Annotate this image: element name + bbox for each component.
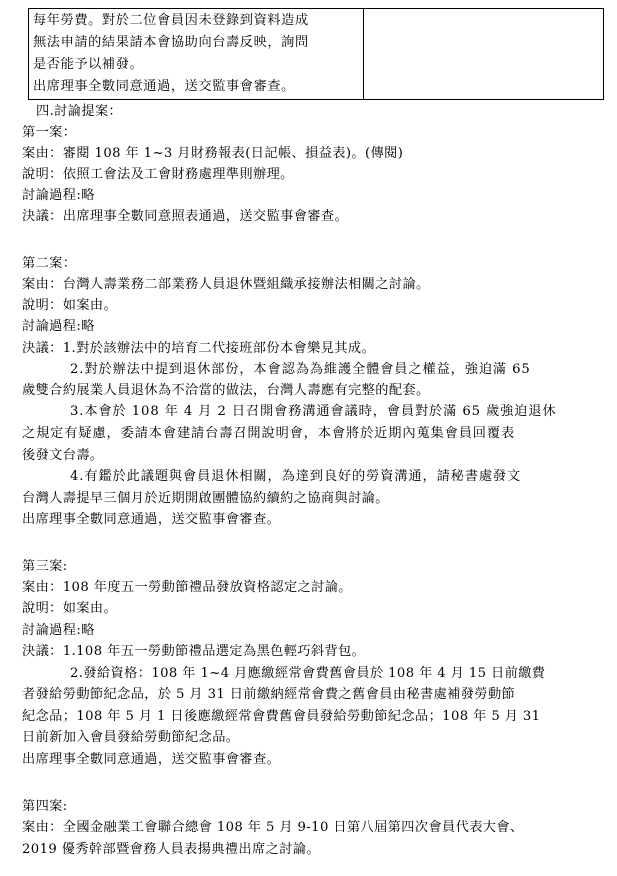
resolution-item-continued: 日前新加入會員發給勞動節紀念品。	[22, 730, 240, 745]
resolution-item-continued: 之規定有疑慮，委請本會建請台壽召開說明會，本會將於近期內蒐集會員回覆表	[22, 426, 516, 441]
case-conclusion: 出席理事全數同意通過，送交監事會審查。	[22, 512, 281, 527]
minutes-table	[28, 8, 604, 100]
resolution-item: 2.發給資格：108 年 1~4 月應繳經常會費舊會員於 108 年 4 月 15 日前繳費	[70, 666, 546, 681]
case-heading: 第一案：	[22, 125, 77, 140]
case-subject: 案由：台灣人壽業務二部業務人員退休暨組織承接辦法相關之討論。	[22, 277, 430, 292]
resolution-item-continued: 紀念品；108 年 5 月 1 日後應繳經常會費舊會員發給勞動節紀念品；108 年 5 月 31	[22, 709, 541, 724]
case-subject-continued: 2019 優秀幹部暨會務人員表揚典禮出席之討論。	[22, 842, 320, 857]
case-explanation: 說明：依照工會法及工會財務處理準則辦理。	[22, 167, 294, 182]
resolution-item-continued: 者發給勞動節紀念品，於 5 月 31 日前繳納經常會費之舊會員由秘書處補發勞動節	[22, 687, 516, 702]
case-discussion: 討論過程:略	[22, 623, 95, 638]
case-explanation: 說明：如案由。	[22, 298, 118, 313]
case-heading: 第四案:	[22, 799, 68, 814]
case-discussion: 討論過程:略	[22, 319, 95, 334]
resolution-item-continued: 台灣人壽提早三個月於近期開啟團體協約續約之協商與討論。	[22, 491, 389, 506]
cell-line: 每年勞費。對於二位會員因未登錄到資料造成	[33, 13, 309, 28]
section-heading: 四.討論提案：	[36, 104, 123, 119]
case-resolution: 決議：出席理事全數同意照表通過，送交監事會審查。	[22, 209, 349, 224]
case-conclusion: 出席理事全數同意通過，送交監事會審查。	[22, 752, 281, 767]
case-heading: 第三案:	[22, 559, 68, 574]
resolution-item: 4.有鑑於此議題與會員退休相關，為達到良好的勞資溝通，請秘書處發文	[70, 469, 522, 484]
case-subject: 案由：審閱 108 年 1~3 月財務報表(日記帳、損益表)。(傳閱)	[22, 146, 404, 161]
case-subject: 案由：全國金融業工會聯合總會 108 年 5 月 9-10 日第八屆第四次會員代表大會、	[22, 820, 524, 835]
cell-line: 是否能予以補發。	[33, 57, 144, 72]
resolution-item: 2.對於辦法中提到退休部份，本會認為為維護全體會員之權益，強迫滿 65	[70, 362, 531, 377]
case-discussion: 討論過程:略	[22, 188, 95, 203]
table-row	[29, 9, 604, 100]
case-subject: 案由：108 年度五一勞動節禮品發放資格認定之討論。	[22, 580, 352, 595]
case-resolution: 決議：1.對於該辦法中的培育二代接班部份本會樂見其成。	[22, 341, 376, 356]
resolution-item: 3.本會於 108 年 4 月 2 日召開會務溝通會議時，會員對於滿 65 歲強迫退休	[70, 404, 557, 419]
resolution-item-continued: 歲雙合約展業人員退休為不洽當的做法，台灣人壽應有完整的配套。	[22, 383, 430, 398]
cell-line: 無法申請的結果請本會協助向台壽反映，詢問	[33, 35, 309, 50]
table-cell-right	[364, 9, 604, 100]
case-resolution: 決議：1.108 年五一勞動節禮品選定為黑色輕巧斜背包。	[22, 644, 366, 659]
case-explanation: 說明：如案由。	[22, 601, 118, 616]
cell-line: 出席理事全數同意通過，送交監事會審查。	[33, 79, 295, 94]
case-heading: 第二案：	[22, 256, 77, 271]
resolution-item-continued: 後發文台壽。	[22, 448, 104, 463]
table-cell-left	[29, 9, 364, 100]
